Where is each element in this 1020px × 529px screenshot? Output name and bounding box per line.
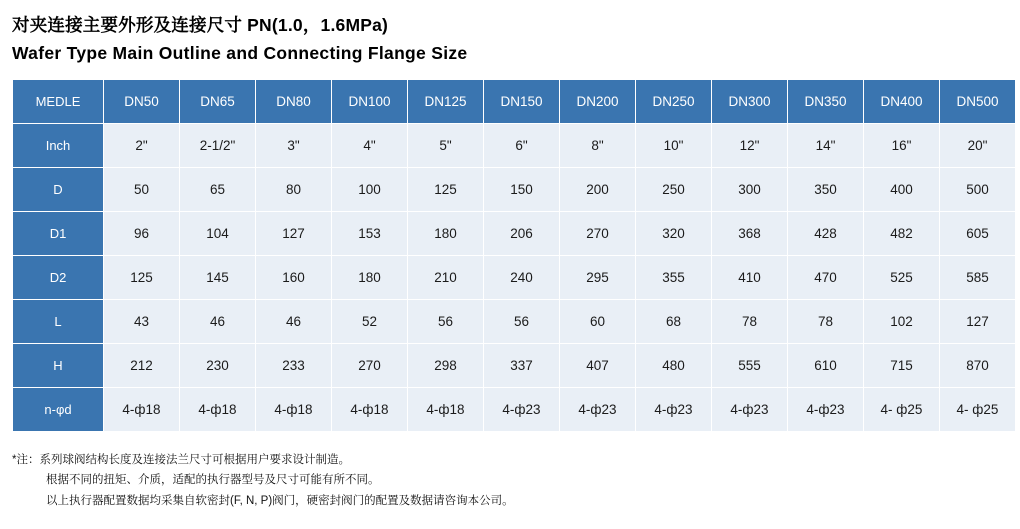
row-label: D2 (13, 256, 104, 300)
table-cell: 56 (408, 300, 484, 344)
table-cell: 428 (788, 212, 864, 256)
table-cell: 4-ф18 (180, 388, 256, 432)
table-cell: 206 (484, 212, 560, 256)
table-cell: 4-ф23 (560, 388, 636, 432)
table-header-cell: DN65 (180, 80, 256, 124)
table-cell: 52 (332, 300, 408, 344)
table-cell: 4- ф25 (864, 388, 940, 432)
table-cell: 20" (940, 124, 1016, 168)
table-cell: 10" (636, 124, 712, 168)
table-header-row (13, 80, 1016, 124)
row-label: D (13, 168, 104, 212)
table-cell: 870 (940, 344, 1016, 388)
table-cell: 4-ф18 (256, 388, 332, 432)
table-header-cell: DN150 (484, 80, 560, 124)
table-header-cell: DN50 (104, 80, 180, 124)
table-cell: 2" (104, 124, 180, 168)
table-row (13, 300, 1016, 344)
table-cell: 400 (864, 168, 940, 212)
table-cell: 320 (636, 212, 712, 256)
table-cell: 50 (104, 168, 180, 212)
row-label: H (13, 344, 104, 388)
table-cell: 2-1/2" (180, 124, 256, 168)
table-cell: 240 (484, 256, 560, 300)
table-cell: 337 (484, 344, 560, 388)
table-cell: 233 (256, 344, 332, 388)
table-cell: 46 (180, 300, 256, 344)
table-cell: 212 (104, 344, 180, 388)
table-cell: 500 (940, 168, 1016, 212)
table-cell: 270 (560, 212, 636, 256)
table-cell: 8" (560, 124, 636, 168)
footnote-line: 以上执行器配置数据均采集自软密封(F, N, P)阀门，硬密封阀门的配置及数据请咨询本公司。 (46, 494, 514, 507)
table-cell: 525 (864, 256, 940, 300)
table-cell: 480 (636, 344, 712, 388)
table-cell: 4- ф25 (940, 388, 1016, 432)
table-cell: 230 (180, 344, 256, 388)
table-cell: 300 (712, 168, 788, 212)
table-cell: 160 (256, 256, 332, 300)
table-cell: 180 (408, 212, 484, 256)
table-cell: 4-ф23 (484, 388, 560, 432)
table-cell: 368 (712, 212, 788, 256)
table-cell: 298 (408, 344, 484, 388)
table-header-cell: DN350 (788, 80, 864, 124)
row-label: L (13, 300, 104, 344)
table-body (13, 80, 1016, 432)
footnote-line: 根据不同的扭矩、介质，适配的执行器型号及尺寸可能有所不同。 (46, 474, 380, 487)
table-cell: 4-ф18 (332, 388, 408, 432)
table-cell: 14" (788, 124, 864, 168)
table-cell: 153 (332, 212, 408, 256)
footnotes (12, 450, 1012, 510)
table-cell: 78 (788, 300, 864, 344)
table-cell: 200 (560, 168, 636, 212)
table-cell: 410 (712, 256, 788, 300)
footnote-line: *注：系列球阀结构长度及连接法兰尺寸可根据用户要求设计制造。 (12, 454, 350, 467)
table-cell: 4-ф18 (104, 388, 180, 432)
table-cell: 555 (712, 344, 788, 388)
table-cell: 482 (864, 212, 940, 256)
table-cell: 100 (332, 168, 408, 212)
table-cell: 150 (484, 168, 560, 212)
table-cell: 4-ф23 (636, 388, 712, 432)
table-cell: 6" (484, 124, 560, 168)
table-header-cell: DN400 (864, 80, 940, 124)
table-cell: 43 (104, 300, 180, 344)
table-row (13, 168, 1016, 212)
table-cell: 104 (180, 212, 256, 256)
table-cell: 4" (332, 124, 408, 168)
table-cell: 605 (940, 212, 1016, 256)
table-cell: 4-ф23 (712, 388, 788, 432)
table-row (13, 388, 1016, 432)
row-label: D1 (13, 212, 104, 256)
table-row (13, 212, 1016, 256)
table-cell: 4-ф23 (788, 388, 864, 432)
table-header-cell: DN80 (256, 80, 332, 124)
table-cell: 355 (636, 256, 712, 300)
table-header-cell: DN125 (408, 80, 484, 124)
table-cell: 78 (712, 300, 788, 344)
table-cell: 65 (180, 168, 256, 212)
table-cell: 16" (864, 124, 940, 168)
table-cell: 3" (256, 124, 332, 168)
specification-table (12, 79, 1016, 432)
table-cell: 210 (408, 256, 484, 300)
table-cell: 80 (256, 168, 332, 212)
row-label: Inch (13, 124, 104, 168)
table-cell: 60 (560, 300, 636, 344)
table-cell: 407 (560, 344, 636, 388)
table-header-cell: DN100 (332, 80, 408, 124)
table-header-cell: DN300 (712, 80, 788, 124)
table-cell: 127 (256, 212, 332, 256)
table-cell: 125 (408, 168, 484, 212)
table-cell: 68 (636, 300, 712, 344)
table-cell: 350 (788, 168, 864, 212)
table-cell: 145 (180, 256, 256, 300)
table-header-cell: DN500 (940, 80, 1016, 124)
table-cell: 295 (560, 256, 636, 300)
table-cell: 5" (408, 124, 484, 168)
table-header-cell: DN200 (560, 80, 636, 124)
table-row (13, 124, 1016, 168)
page-title-chinese: 对夹连接主要外形及连接尺寸 PN(1.0，1.6MPa) (12, 15, 389, 35)
table-header-cell: DN250 (636, 80, 712, 124)
page-title-english: Wafer Type Main Outline and Connecting Flange Size (12, 42, 468, 63)
table-cell: 46 (256, 300, 332, 344)
table-cell: 470 (788, 256, 864, 300)
table-cell: 250 (636, 168, 712, 212)
table-cell: 715 (864, 344, 940, 388)
table-cell: 270 (332, 344, 408, 388)
table-cell: 12" (712, 124, 788, 168)
table-cell: 180 (332, 256, 408, 300)
table-cell: 585 (940, 256, 1016, 300)
row-label: n-φd (13, 388, 104, 432)
table-cell: 127 (940, 300, 1016, 344)
table-row (13, 256, 1016, 300)
table-cell: 102 (864, 300, 940, 344)
table-header-cell: MEDLE (13, 80, 104, 124)
table-cell: 610 (788, 344, 864, 388)
table-row (13, 344, 1016, 388)
table-cell: 56 (484, 300, 560, 344)
table-cell: 96 (104, 212, 180, 256)
table-cell: 4-ф18 (408, 388, 484, 432)
table-cell: 125 (104, 256, 180, 300)
